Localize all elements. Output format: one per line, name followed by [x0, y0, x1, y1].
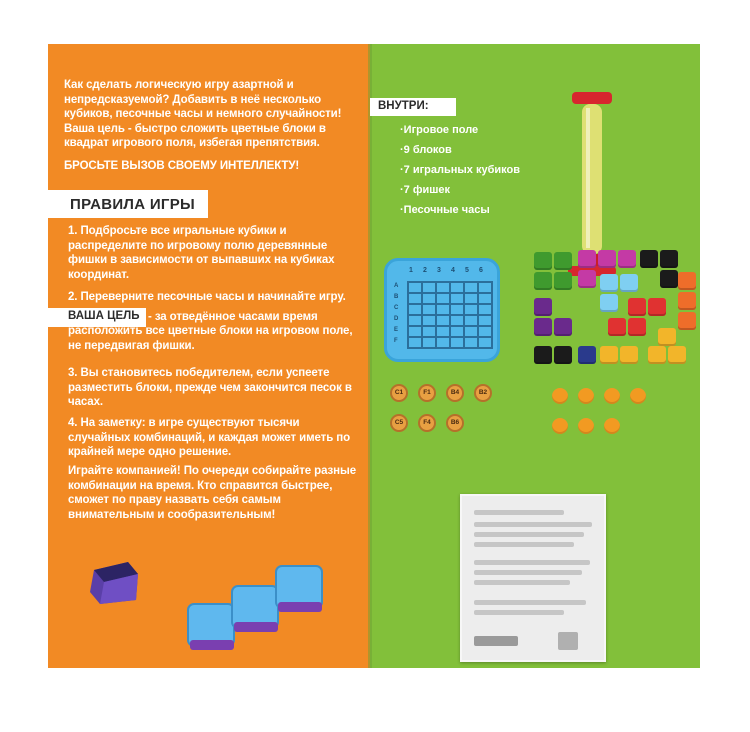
box-fold [368, 44, 372, 668]
intro-text: Как сделать логическую игру азартной и непредсказуемой? Добавить в неё несколько кубиков, песочные часы и немного случайности! Ваша цель - быстро сложить цветные блоки в квадрат игрового поля, избегая препятствия. [64, 79, 342, 149]
rules-title: ПРАВИЛА ИГРЫ [70, 196, 196, 213]
blue-block-tile [620, 274, 638, 292]
inside-list [400, 120, 520, 220]
board-row-label: E [394, 327, 399, 333]
purple-die-illustration [86, 552, 142, 606]
board-row-label: F [394, 338, 398, 344]
blue-block-tile [600, 294, 618, 312]
red-block-tile [628, 318, 646, 336]
magenta-block-tile [578, 270, 596, 288]
orange-block-tile [678, 292, 696, 310]
inside-title: ВНУТРИ: [378, 100, 429, 112]
purple-block-tile [554, 318, 572, 336]
inside-item: ·Игровое поле [400, 124, 479, 136]
green-block-tile [554, 252, 572, 270]
green-block-tile [534, 272, 552, 290]
board-row-label: D [394, 316, 399, 322]
blue-block-tile [600, 274, 618, 292]
yellow-block-tile [648, 346, 666, 364]
dice-face: B2 [474, 384, 492, 402]
token-chip [578, 418, 594, 434]
magenta-block-tile [618, 250, 636, 268]
dice-face: C5 [390, 414, 408, 432]
board-col-label: 4 [451, 267, 455, 274]
rule-4: 4. На заметку: в игре существуют тысячи случайных комбинаций, и каждая может иметь по крайней мере одно решение. [68, 417, 351, 458]
black-block-tile [640, 250, 658, 268]
magenta-block-tile [598, 250, 616, 268]
blue-block-illustration [182, 556, 346, 660]
rule-1: 1. Подбросьте все игральные кубики и распределите по игровому полю деревянные фишки в зависимости от выпавших на кубиках координат. [68, 225, 335, 281]
dice-face: B4 [446, 384, 464, 402]
green-block-tile [534, 252, 552, 270]
board-row-label: B [394, 294, 399, 300]
navy-block-tile [578, 346, 596, 364]
red-block-tile [648, 298, 666, 316]
black-block-tile [534, 346, 552, 364]
board-col-label: 1 [409, 267, 413, 274]
yellow-block-tile [658, 328, 676, 346]
token-chip [630, 388, 646, 404]
board-row-label: A [394, 283, 399, 289]
dice-face: B6 [446, 414, 464, 432]
board-col-label: 3 [437, 267, 441, 274]
goal-text-a: - за отведённое часами время [148, 311, 318, 323]
dice-face: F1 [418, 384, 436, 402]
board-grid [407, 281, 493, 349]
token-chip [604, 418, 620, 434]
board-row-label: C [394, 305, 399, 311]
token-chip [578, 388, 594, 404]
dice-face: C1 [390, 384, 408, 402]
game-box-back [48, 44, 700, 668]
magenta-block-tile [578, 250, 596, 268]
purple-block-tile [534, 298, 552, 316]
red-block-tile [628, 298, 646, 316]
token-chip [552, 388, 568, 404]
inside-item: ·9 блоков [400, 144, 452, 156]
orange-block-tile [678, 272, 696, 290]
outro-text: Играйте компанией! По очереди собирайте разные комбинации на время. Кто справится быстрее, сможет по праву назвать себя самым внимательным и сообразительным! [68, 465, 357, 521]
token-chip [604, 388, 620, 404]
yellow-block-tile [600, 346, 618, 364]
black-block-tile [660, 270, 678, 288]
green-block-tile [554, 272, 572, 290]
color-blocks-set [524, 248, 696, 372]
orange-block-tile [678, 312, 696, 330]
inside-item: ·7 фишек [400, 184, 451, 196]
goal-text-b: расположить все цветные блоки на игровом поле, не передвигая фишки. [68, 325, 353, 352]
purple-block-tile [534, 318, 552, 336]
inside-item: ·7 игральных кубиков [400, 164, 521, 176]
yellow-block-tile [620, 346, 638, 364]
blurred-label-sticker [460, 494, 606, 662]
board-col-label: 2 [423, 267, 427, 274]
yellow-block-tile [668, 346, 686, 364]
board-col-label: 5 [465, 267, 469, 274]
rule-3: 3. Вы становитесь победителем, если успеете разместить блоки, прежде чем закончится песок в часах. [68, 367, 352, 408]
rule-2: 2. Переверните песочные часы и начинайте игру. [68, 291, 346, 303]
goal-label: ВАША ЦЕЛЬ [68, 310, 140, 322]
board-col-label: 6 [479, 267, 483, 274]
dice-face: F4 [418, 414, 436, 432]
black-block-tile [660, 250, 678, 268]
challenge-text: БРОСЬТЕ ВЫЗОВ СВОЕМУ ИНТЕЛЛЕКТУ! [64, 160, 300, 172]
black-block-tile [554, 346, 572, 364]
red-block-tile [608, 318, 626, 336]
game-board [384, 258, 500, 362]
token-chip [552, 418, 568, 434]
inside-item: ·Песочные часы [400, 204, 490, 216]
